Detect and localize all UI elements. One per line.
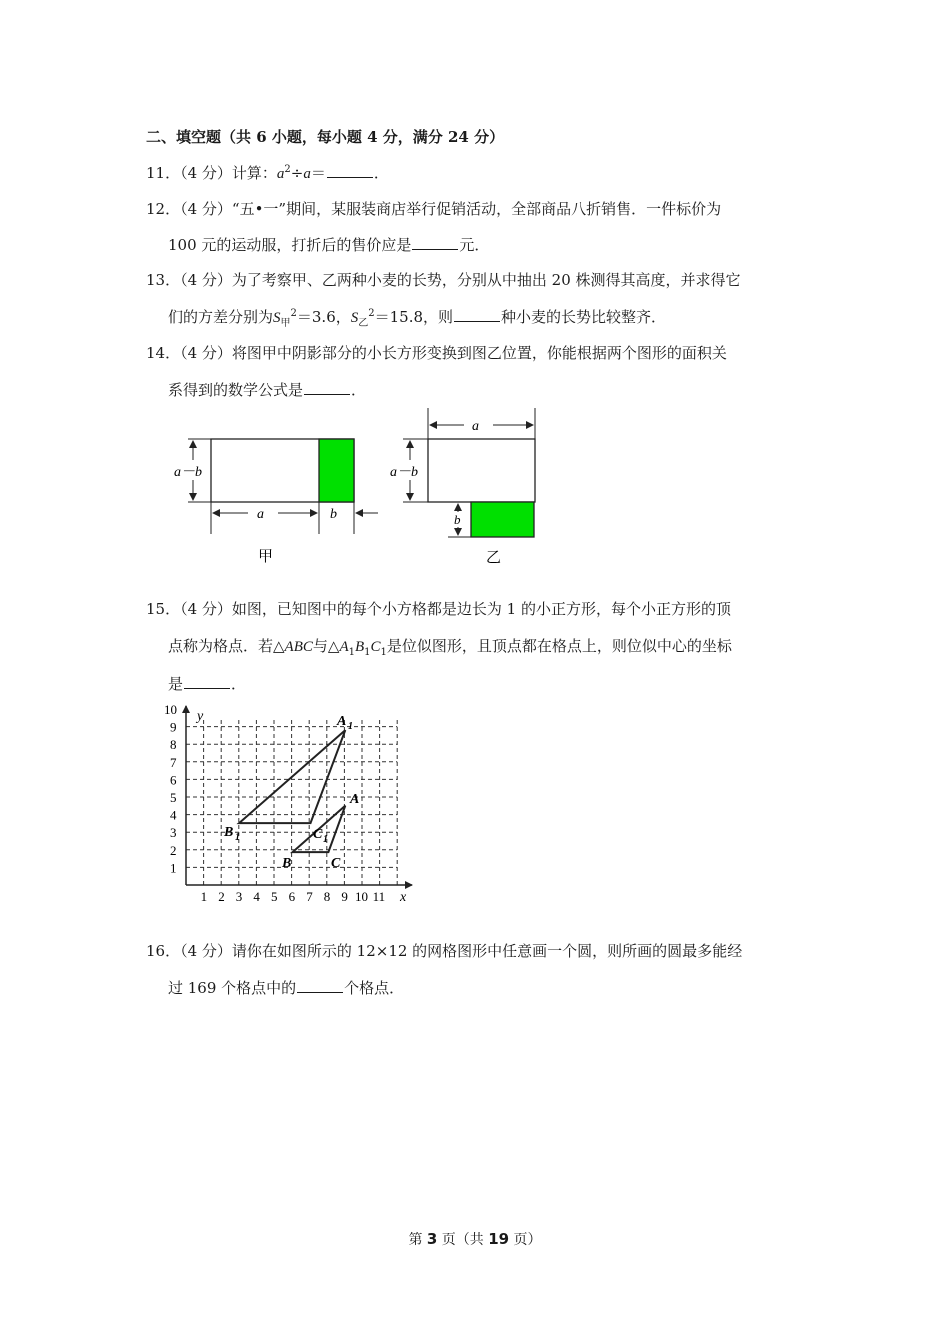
y-tick-label: 6 bbox=[170, 772, 177, 788]
q13-score: （4 分） bbox=[180, 271, 232, 289]
label-c1-sub: 1 bbox=[323, 834, 328, 845]
label-a: A bbox=[350, 792, 360, 807]
q12-score: （4 分） bbox=[180, 200, 232, 218]
q11-end: ． bbox=[373, 164, 389, 182]
footer-prefix: 第 bbox=[408, 1232, 427, 1248]
q15-b1: B bbox=[354, 639, 365, 655]
y-tick-label: 5 bbox=[170, 790, 177, 805]
q16-line2a: 过 169 个格点中的 bbox=[168, 979, 297, 997]
question-12 bbox=[146, 198, 721, 219]
fig-jia-caption: 甲 bbox=[258, 547, 274, 565]
y-tick-label: 7 bbox=[170, 754, 177, 770]
q16-line1: 请你在如图所示的 12×12 的网格图形中任意画一个圆，则所画的圆最多能经 bbox=[231, 942, 743, 960]
y-tick-label: 3 bbox=[170, 825, 177, 841]
q13-val1: ＝3.6， bbox=[296, 308, 351, 326]
question-16-cont bbox=[168, 977, 404, 998]
q15-c1-sub: 1 bbox=[380, 647, 387, 658]
fig-yi-a-label: a bbox=[472, 419, 479, 434]
question-12-cont bbox=[168, 234, 489, 255]
fig-yi-amb-label: a－b bbox=[390, 465, 418, 480]
question-11 bbox=[146, 162, 389, 183]
q13-sup2: 2 bbox=[368, 308, 375, 319]
q15-c1: C bbox=[370, 639, 381, 655]
x-tick-label: 7 bbox=[306, 889, 313, 904]
q13-s1: S bbox=[273, 310, 281, 326]
q14-line2b: ． bbox=[351, 381, 367, 399]
q15-score: （4 分） bbox=[180, 600, 232, 618]
x-tick-label: 4 bbox=[253, 889, 260, 904]
label-c1: C bbox=[313, 827, 323, 842]
answer-blank-13[interactable] bbox=[454, 307, 500, 322]
fig-jia-b-label: b bbox=[330, 507, 337, 522]
page-footer bbox=[0, 1229, 950, 1249]
fig-jia-shaded bbox=[319, 439, 354, 502]
fig-yi-caption: 乙 bbox=[486, 548, 502, 566]
answer-blank-15[interactable] bbox=[184, 674, 230, 689]
grid-lines bbox=[186, 720, 397, 885]
q13-number: 13． bbox=[146, 271, 181, 289]
fig-yi-b-label: b bbox=[454, 512, 461, 527]
q15-a1: A bbox=[339, 639, 349, 655]
question-13-cont bbox=[168, 306, 666, 329]
question-15 bbox=[146, 598, 731, 619]
q15-a1-sub: 1 bbox=[348, 647, 355, 658]
fig-jia-amb-label: a－b bbox=[174, 465, 202, 480]
q15-number: 15． bbox=[146, 600, 181, 618]
answer-blank-16[interactable] bbox=[297, 978, 343, 993]
fig-jia-a-label: a bbox=[257, 507, 264, 522]
q13-s2: S bbox=[350, 310, 359, 326]
q12-line1: “五•一”期间，某服装商店举行促销活动，全部商品八折销售．一件标价为 bbox=[231, 200, 722, 218]
q13-sub1: 甲 bbox=[280, 318, 291, 329]
x-tick-label: 8 bbox=[323, 889, 331, 904]
q12-line2b: 元． bbox=[459, 236, 490, 254]
footer-middle: 页（共 bbox=[437, 1232, 489, 1248]
label-a1: A bbox=[337, 714, 347, 729]
fig-yi-shaded bbox=[471, 502, 534, 537]
q13-line2a: 们的方差分别为 bbox=[168, 308, 274, 326]
y-tick-label: 2 bbox=[170, 842, 177, 858]
x-tick-label: 6 bbox=[288, 889, 296, 904]
q11-score: （4 分） bbox=[180, 164, 232, 182]
question-14 bbox=[146, 342, 727, 363]
x-tick-label: 9 bbox=[341, 889, 348, 904]
x-tick-label: 5 bbox=[271, 889, 278, 904]
q14-line1: 将图甲中阴影部分的小长方形变换到图乙位置，你能根据两个图形的面积关 bbox=[231, 344, 727, 362]
y-tick-label: 9 bbox=[170, 719, 177, 735]
q16-score: （4 分） bbox=[180, 942, 232, 960]
q11-base: a bbox=[276, 166, 285, 182]
q14-score: （4 分） bbox=[180, 344, 232, 362]
q12-number: 12． bbox=[146, 200, 181, 218]
q15-line3a: 是 bbox=[168, 675, 184, 693]
y-tick-label: 10 bbox=[164, 702, 177, 717]
q16-number: 16． bbox=[146, 942, 181, 960]
label-b1-sub: 1 bbox=[235, 832, 240, 843]
q13-sup1: 2 bbox=[290, 308, 297, 319]
q15-b1-sub: 1 bbox=[364, 647, 371, 658]
y-tick-label: 4 bbox=[170, 807, 177, 823]
q11-number: 11． bbox=[146, 164, 181, 182]
q14-line2a: 系得到的数学公式是 bbox=[168, 381, 304, 399]
q11-text: 计算： bbox=[231, 164, 277, 182]
label-b: B bbox=[282, 856, 292, 871]
q11-op: ÷ bbox=[290, 164, 304, 182]
footer-page-number: 3 bbox=[426, 1230, 438, 1248]
y-tick-label: 1 bbox=[170, 860, 177, 876]
question-15-cont2 bbox=[168, 673, 246, 694]
y-axis-label: y bbox=[197, 709, 204, 724]
label-a1-sub: 1 bbox=[348, 721, 353, 732]
label-c: C bbox=[331, 856, 341, 871]
answer-blank-11[interactable] bbox=[327, 163, 373, 178]
footer-suffix: 页） bbox=[509, 1232, 542, 1248]
footer-total-pages: 19 bbox=[488, 1230, 510, 1248]
rectangle-figure bbox=[160, 400, 560, 570]
q15-line3b: ． bbox=[231, 675, 247, 693]
x-tick-label: 10 bbox=[355, 889, 368, 904]
x-tick-label: 1 bbox=[200, 889, 208, 904]
question-16 bbox=[146, 940, 742, 961]
label-b1: B bbox=[224, 825, 234, 840]
q15-line1: 如图，已知图中的每个小方格都是边长为 1 的小正方形，每个小正方形的顶 bbox=[231, 600, 731, 618]
q13-line1: 为了考察甲、乙两种小麦的长势，分别从中抽出 20 株测得其高度，并求得它 bbox=[231, 271, 741, 289]
question-15-cont bbox=[168, 635, 732, 658]
x-axis-label: x bbox=[400, 890, 407, 905]
q15-line2a: 点称为格点．若△ bbox=[168, 637, 285, 655]
question-13 bbox=[146, 269, 741, 290]
question-14-cont bbox=[168, 379, 366, 400]
answer-blank-14[interactable] bbox=[304, 380, 350, 395]
q15-line2b: 与△ bbox=[312, 637, 340, 655]
q15-abc: ABC bbox=[284, 639, 313, 655]
section-title: 二、填空题（共 6 小题，每小题 4 分，满分 24 分） bbox=[146, 128, 505, 146]
q11-exp: 2 bbox=[284, 164, 291, 175]
x-tick-label: 11 bbox=[372, 889, 386, 904]
q13-line2b: 种小麦的长势比较整齐． bbox=[501, 308, 667, 326]
q12-line2a: 100 元的运动服，打折后的售价应是 bbox=[168, 236, 412, 254]
x-tick-label: 3 bbox=[235, 889, 243, 904]
q14-number: 14． bbox=[146, 344, 181, 362]
fig-yi-rect bbox=[428, 439, 535, 502]
q11-eq: ＝ bbox=[310, 164, 326, 182]
q15-line2c: 是位似图形，且顶点都在格点上，则位似中心的坐标 bbox=[386, 637, 732, 655]
q13-sub2: 乙 bbox=[358, 318, 369, 329]
coordinate-grid-figure bbox=[158, 700, 428, 910]
q11-var: a bbox=[303, 166, 311, 182]
q16-line2b: 个格点． bbox=[344, 979, 405, 997]
answer-blank-12[interactable] bbox=[412, 235, 458, 250]
q13-val2: ＝15.8，则 bbox=[374, 308, 454, 326]
y-tick-label: 8 bbox=[170, 737, 177, 753]
x-tick-label: 2 bbox=[218, 889, 225, 904]
